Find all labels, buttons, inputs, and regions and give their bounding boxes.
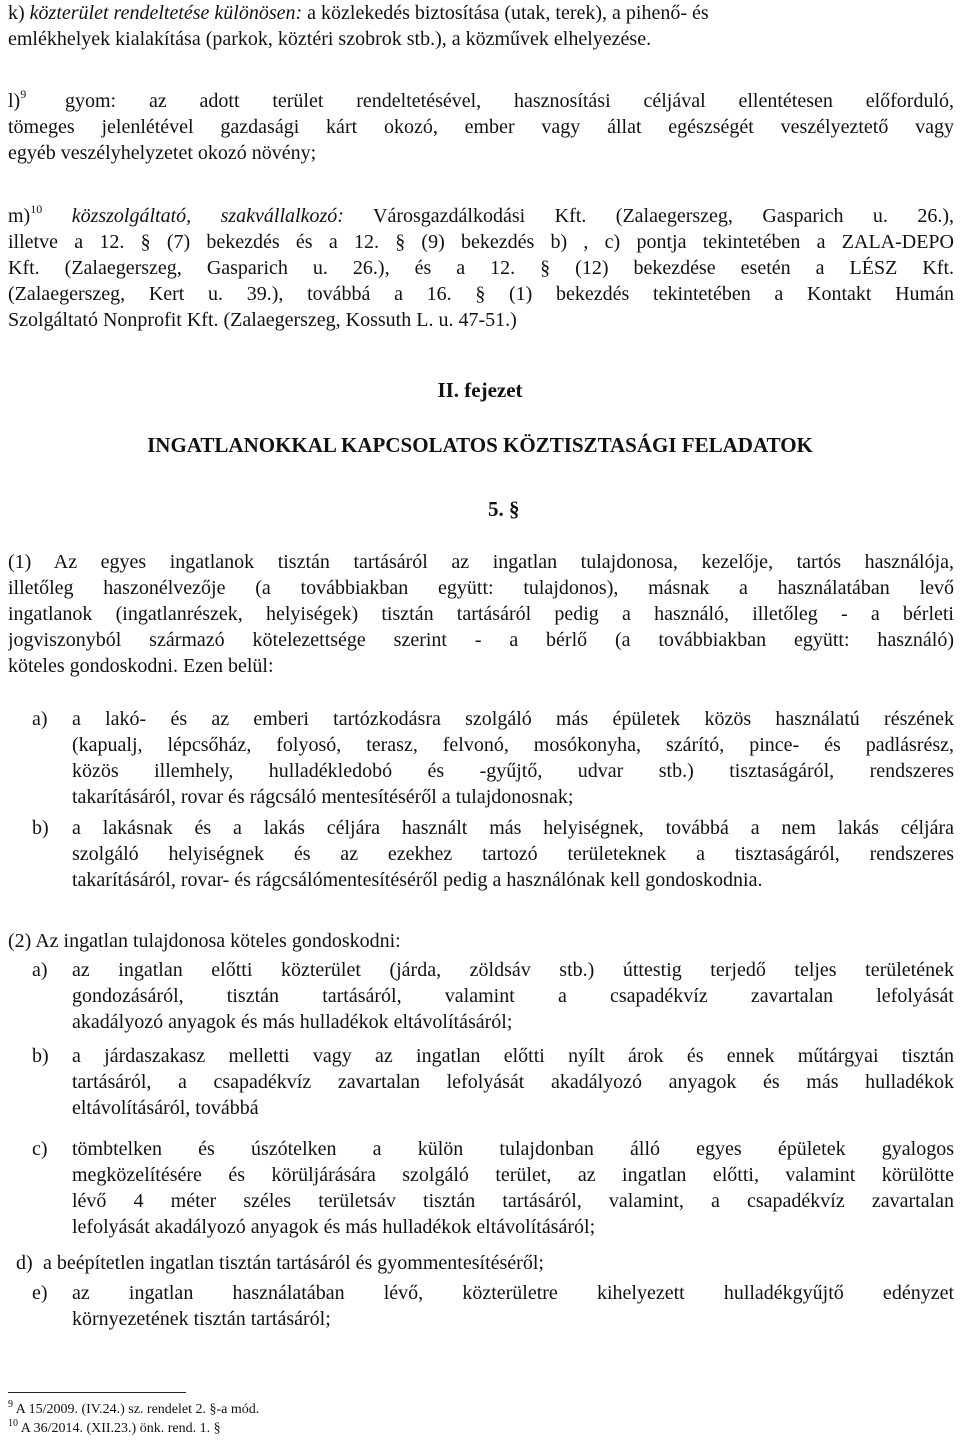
list-item-line: a beépítetlen ingatlan tisztán tartásáról és gyommentesítéséről; bbox=[43, 1252, 544, 1274]
paragraph-2 bbox=[8, 928, 954, 954]
list-item-line: környezetének tisztán tartásáról; bbox=[72, 1308, 331, 1330]
list-item-line: (kapualj, lépcsőház, folyosó, terasz, felvonó, mosókonyha, szárító, pince- és padlásrész, bbox=[72, 734, 954, 756]
definition-text: Szolgáltató Nonprofit Kft. (Zalaegerszeg, Kossuth L. u. 47-51.) bbox=[8, 309, 517, 331]
paragraph-line: ingatlanok (ingatlanrészek, helyiségek) tisztán tartásáról pedig a használó, illetőleg - a bérleti bbox=[8, 603, 954, 625]
paragraph-line: illetőleg haszonélvezője (a továbbiakban együtt: tulajdonos), másnak a használatában levő bbox=[8, 577, 954, 599]
paragraph-line: jogviszonyból származó kötelezettsége szerint - a bérlő (a továbbiakban együtt: használó) bbox=[8, 629, 954, 651]
list-item-label: b) bbox=[32, 1045, 49, 1067]
footnote-separator bbox=[8, 1392, 186, 1393]
definition-label: l) bbox=[8, 90, 21, 112]
definition-text: Városgazdálkodási Kft. (Zalaegerszeg, Gasparich u. 26.), bbox=[373, 205, 954, 227]
list-item-line: akadályozó anyagok és más hulladékok eltávolításáról; bbox=[72, 1011, 513, 1033]
footnote-ref: 9 bbox=[20, 88, 27, 101]
definition-term: közterület rendeltetése különösen: bbox=[29, 2, 303, 24]
list-item-line: eltávolításáról, továbbá bbox=[72, 1097, 259, 1119]
list-item-label: c) bbox=[32, 1138, 48, 1160]
definition-text: Kft. (Zalaegerszeg, Gasparich u. 26.), és a 12. § (12) bekezdése esetén a LÉSZ Kft. bbox=[8, 257, 954, 279]
definition-text: illetve a 12. § (7) bekezdés és a 12. § (9) bekezdés b) , c) pontja tekintetében a ZALA-DEPO bbox=[8, 231, 954, 253]
list-item bbox=[8, 815, 954, 893]
paragraph-line: (2) Az ingatlan tulajdonosa köteles gondoskodni: bbox=[8, 930, 401, 952]
list-item-line: az ingatlan használatában lévő, közterületre kihelyezett hulladékgyűjtő edényzet bbox=[72, 1282, 954, 1304]
list-item bbox=[8, 1280, 954, 1332]
list-item-line: gondozásáról, tisztán tartásáról, valamint a csapadékvíz zavartalan lefolyását bbox=[72, 985, 954, 1007]
definition-text: gyom: az adott terület rendeltetésével, hasznosítási céljával ellentétesen előforduló, bbox=[65, 90, 954, 112]
list-item-label: e) bbox=[32, 1282, 48, 1304]
definition-l bbox=[8, 88, 954, 166]
footnote bbox=[8, 1419, 221, 1439]
list-item-line: tartásáról, a csapadékvíz zavartalan lefolyását akadályozó anyagok és más hulladékok bbox=[72, 1071, 954, 1093]
definition-text: emlékhelyek kialakítása (parkok, köztéri szobrok stb.), a közművek elhelyezése. bbox=[8, 28, 652, 50]
paragraph-line: köteles gondoskodni. Ezen belül: bbox=[8, 655, 274, 677]
definition-m bbox=[8, 203, 954, 333]
list-item bbox=[8, 957, 954, 1035]
chapter-title: INGATLANOKKAL KAPCSOLATOS KÖZTISZTASÁGI FELADATOK bbox=[147, 433, 813, 457]
footnote-number: 9 bbox=[8, 1399, 13, 1410]
paragraph-1 bbox=[8, 549, 954, 679]
list-item-line: takarításáról, rovar- és rágcsálómentesítéséről pedig a használónak kell gondoskodnia. bbox=[72, 869, 763, 891]
footnote-ref: 10 bbox=[30, 203, 43, 216]
section-label: 5. § bbox=[488, 497, 520, 521]
footnote-text: A 15/2009. (IV.24.) sz. rendelet 2. §-a mód. bbox=[15, 1402, 260, 1417]
definition-text: a közlekedés biztosítása (utak, terek), a pihenő- és bbox=[307, 2, 709, 24]
list-item-line: a járdaszakasz melletti vagy az ingatlan előtti nyílt árok és ennek műtárgyai tisztán bbox=[72, 1045, 954, 1067]
list-item bbox=[8, 706, 954, 810]
definition-label: m) bbox=[8, 205, 31, 227]
definition-text: tömeges jelenlétével gazdasági kárt okozó, ember vagy állat egészségét veszélyeztető vagy bbox=[8, 116, 954, 138]
footnote-text: A 36/2014. (XII.23.) önk. rend. 1. § bbox=[20, 1421, 221, 1436]
list-item-line: takarításáról, rovar és rágcsáló mentesítéséről a tulajdonosnak; bbox=[72, 786, 574, 808]
list-item-line: tömbtelken és úszótelken a külön tulajdonban álló egyes épületek gyalogos bbox=[72, 1138, 954, 1160]
footnote bbox=[8, 1400, 259, 1420]
paragraph-line: (1) Az egyes ingatlanok tisztán tartásáról az ingatlan tulajdonosa, kezelője, tartós használója, bbox=[8, 551, 954, 573]
list-item-line: a lakásnak és a lakás céljára használt más helyiségnek, továbbá a nem lakás céljára bbox=[72, 817, 954, 839]
list-item-label: a) bbox=[32, 959, 48, 981]
list-item bbox=[8, 1250, 954, 1276]
list-item bbox=[8, 1136, 954, 1240]
list-item-line: lefolyását akadályozó anyagok és más hulladékok eltávolításáról; bbox=[72, 1216, 596, 1238]
chapter-number: II. fejezet bbox=[437, 378, 523, 402]
list-item-label: d) bbox=[16, 1252, 33, 1274]
definition-label: k) bbox=[8, 2, 25, 24]
definition-term: közszolgáltató, szakvállalkozó: bbox=[71, 205, 344, 227]
definition-text: (Zalaegerszeg, Kert u. 39.), továbbá a 16. § (1) bekezdés tekintetében a Kontakt Humán bbox=[8, 283, 954, 305]
footnote-number: 10 bbox=[8, 1418, 18, 1429]
definition-text: egyéb veszélyhelyzetet okozó növény; bbox=[8, 142, 317, 164]
definition-k bbox=[8, 0, 954, 52]
list-item-label: b) bbox=[32, 817, 49, 839]
list-item-line: szolgáló helyiségnek és az ezekhez tartozó területeknek a tisztaságáról, rendszeres bbox=[72, 843, 954, 865]
list-item-line: az ingatlan előtti közterület (járda, zöldsáv stb.) úttestig terjedő teljes területének bbox=[72, 959, 954, 981]
list-item bbox=[8, 1043, 954, 1121]
list-item-line: a lakó- és az emberi tartózkodásra szolgáló más épületek közös használatú részének bbox=[72, 708, 954, 730]
list-item-label: a) bbox=[32, 708, 48, 730]
list-item-line: közös illemhely, hulladékledobó és -gyűjtő, udvar stb.) tisztaságáról, rendszeres bbox=[72, 760, 954, 782]
list-item-line: megközelítésére és körüljárására szolgáló terület, az ingatlan előtti, valamint körülötte bbox=[72, 1164, 954, 1186]
list-item-line: lévő 4 méter széles területsáv tisztán tartásáról, valamint, a csapadékvíz zavartalan bbox=[72, 1190, 954, 1212]
